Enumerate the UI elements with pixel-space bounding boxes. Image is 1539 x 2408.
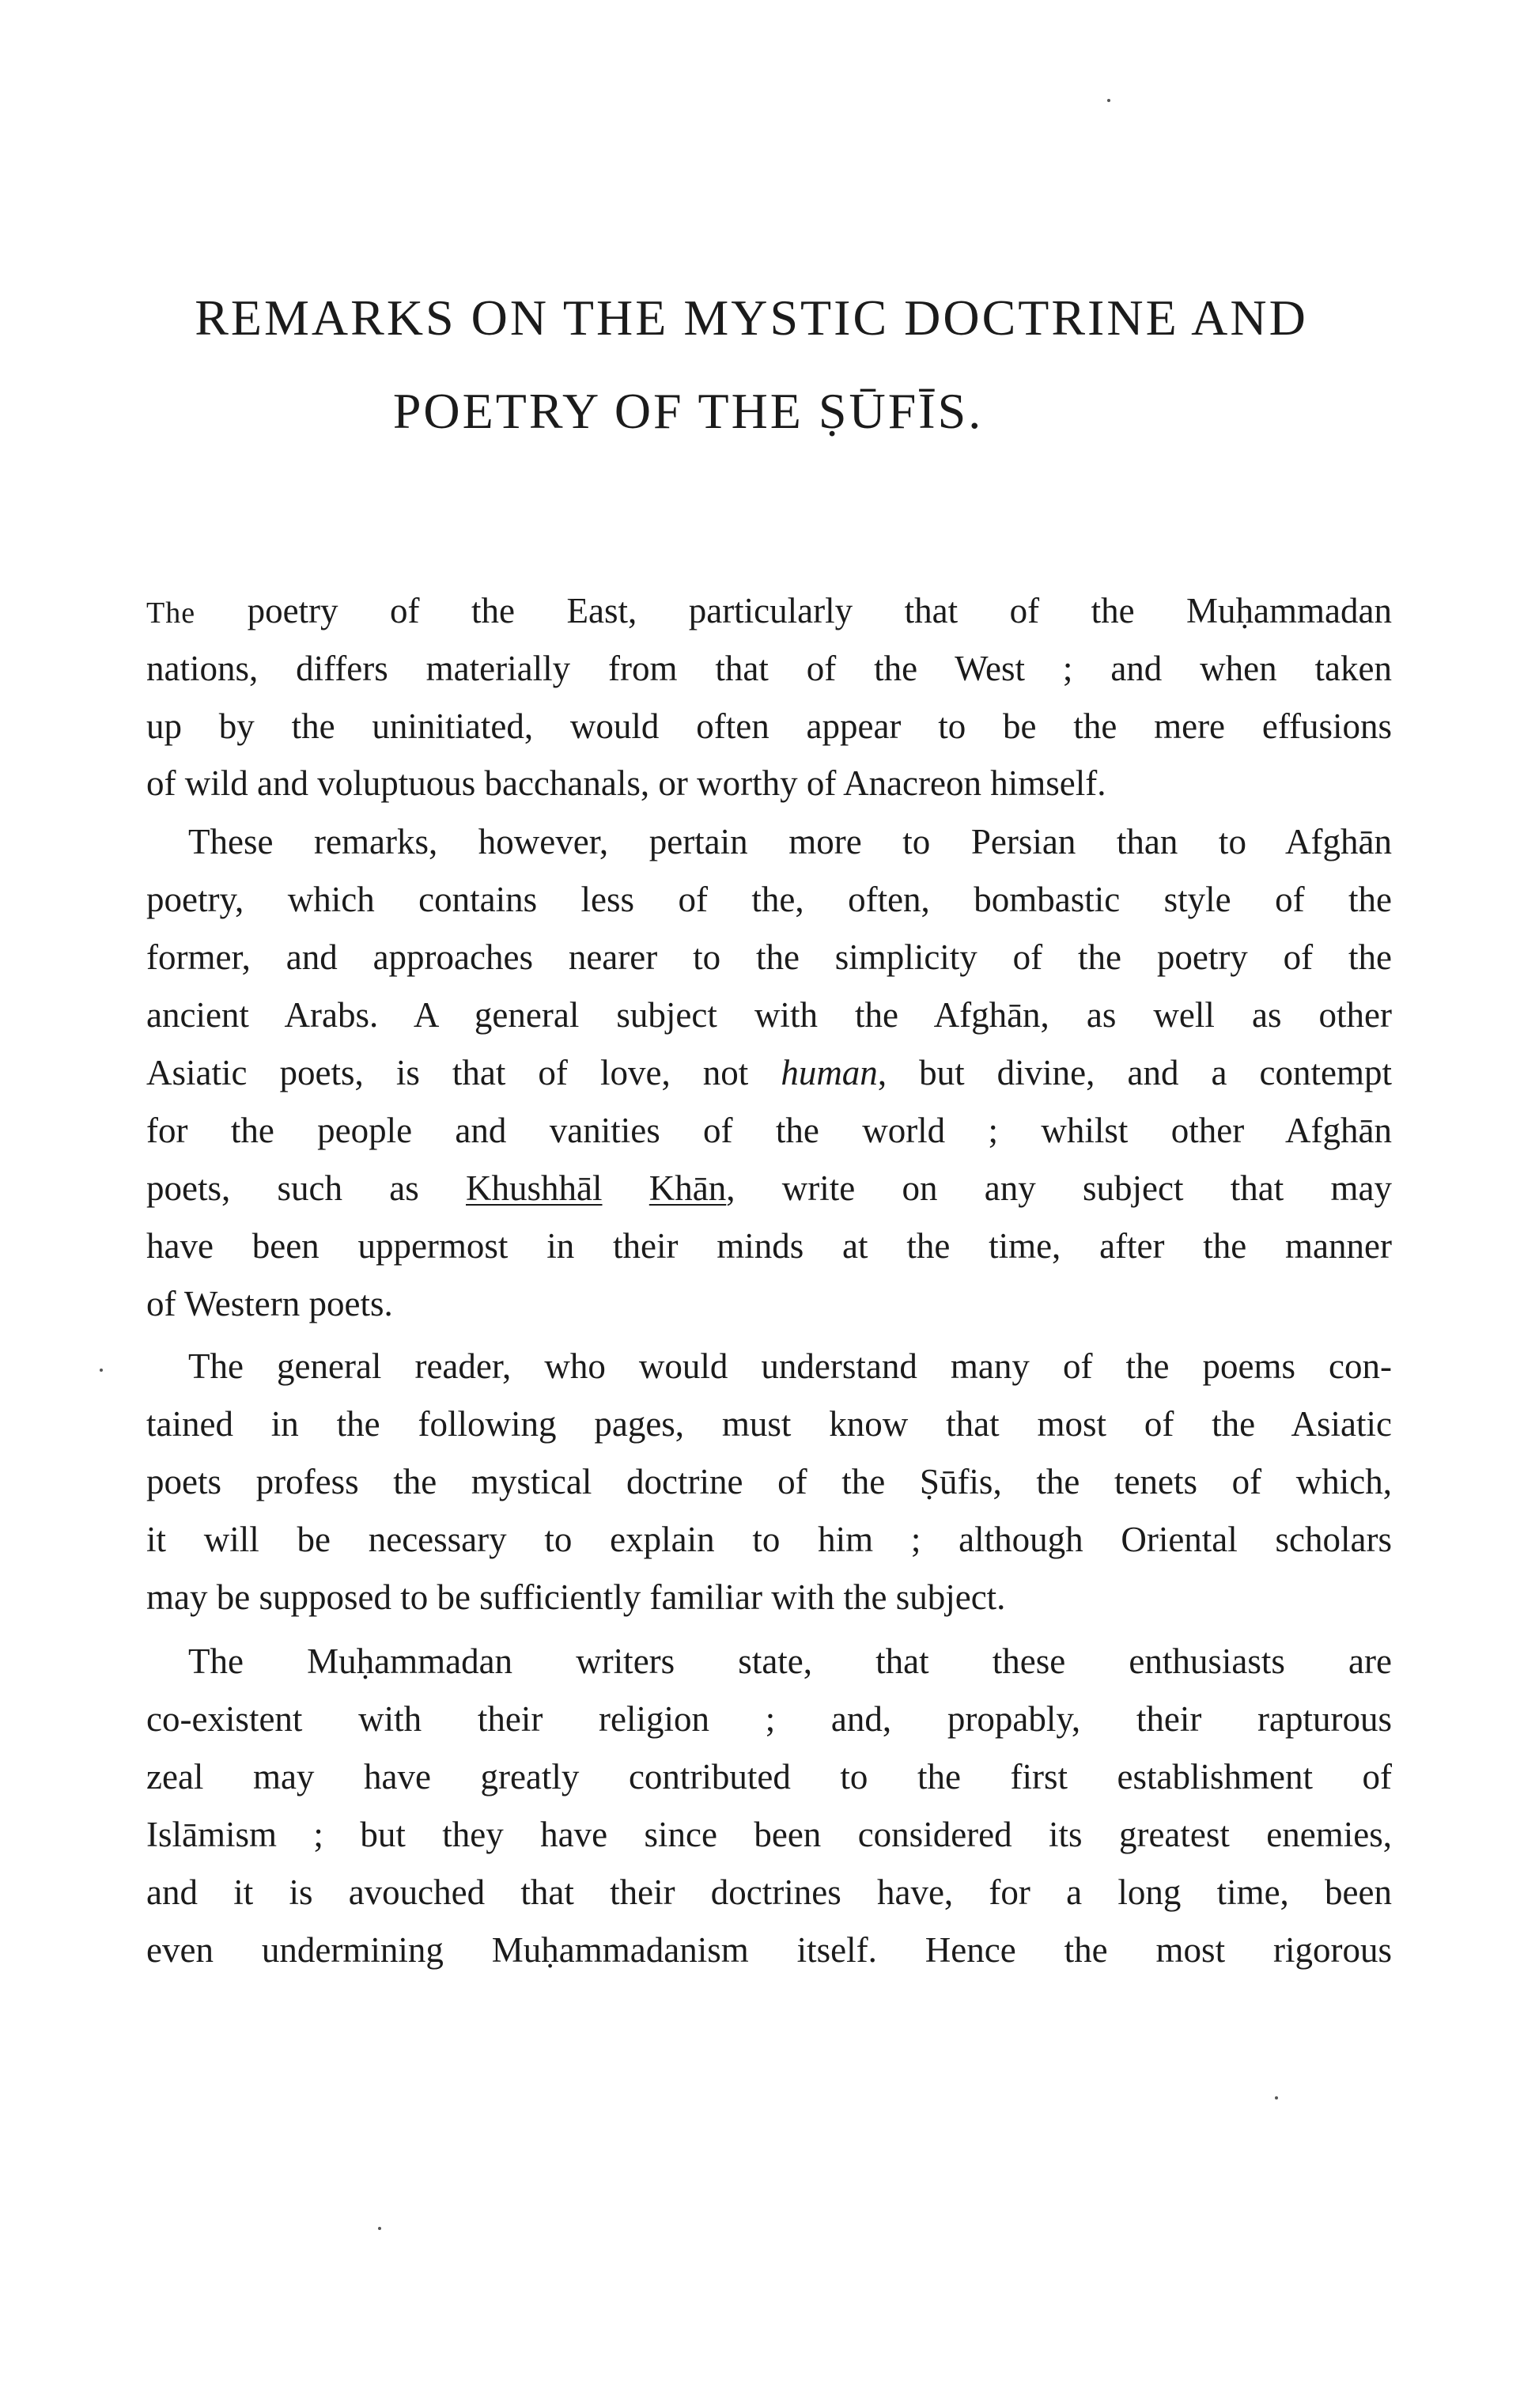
body-line: These remarks, however, pertain more to Persian than to Afghān: [188, 822, 1392, 861]
body-line-text: , write on any subject that may: [726, 1168, 1392, 1208]
underlined-name: Khushhāl: [466, 1168, 603, 1208]
body-line: tained in the following pages, must know that most of the Asiatic: [146, 1404, 1392, 1444]
body-line-text: Asiatic poets, is that of love, not: [146, 1053, 781, 1092]
body-line: of Western poets.: [146, 1284, 393, 1323]
page-title-line-1: REMARKS ON THE MYSTIC DOCTRINE AND: [195, 290, 1308, 346]
body-line: former, and approaches nearer to the simplicity of the poetry of the: [146, 937, 1392, 977]
underlined-name: Khān: [648, 1168, 727, 1208]
body-line-text: , but divine, and a contempt: [877, 1053, 1392, 1092]
body-line-text: poets, such as: [146, 1168, 467, 1208]
body-line: and it is avouched that their doctrines have, for a long time, been: [146, 1872, 1392, 1912]
body-line: poetry, which contains less of the, often, bombastic style of the: [146, 880, 1392, 919]
scan-speck: [100, 1369, 103, 1372]
body-line: have been uppermost in their minds at the time, after the manner: [146, 1226, 1392, 1266]
body-line: may be supposed to be sufficiently familiar with the subject.: [146, 1577, 1006, 1617]
body-line: poets profess the mystical doctrine of the Ṣūfis, the tenets of which,: [146, 1462, 1392, 1501]
body-line: nations, differs materially from that of the West ; and when taken: [146, 649, 1392, 688]
body-line: The general reader, who would understand many of the poems con-: [188, 1346, 1392, 1386]
body-line: [146, 593, 1392, 629]
body-line: of wild and voluptuous bacchanals, or worthy of Anacreon himself.: [146, 763, 1106, 803]
body-line: [146, 1055, 1392, 1091]
body-line: it will be necessary to explain to him ; although Oriental scholars: [146, 1520, 1392, 1559]
body-line: The Muḥammadan writers state, that these enthusiasts are: [188, 1641, 1392, 1681]
body-line: ancient Arabs. A general subject with the Afghān, as well as other: [146, 995, 1392, 1035]
small-caps-lead: The: [146, 596, 196, 630]
body-line: co-existent with their religion ; and, propably, their rapturous: [146, 1699, 1392, 1739]
emphasis-text: human: [781, 1053, 878, 1092]
body-line: Islāmism ; but they have since been considered its greatest enemies,: [146, 1815, 1392, 1854]
body-line: [146, 1168, 1392, 1208]
body-line: zeal may have greatly contributed to the first establishment of: [146, 1757, 1392, 1797]
body-line: for the people and vanities of the world ; whilst other Afghān: [146, 1111, 1392, 1150]
body-line: even undermining Muḥammadanism itself. Hence the most rigorous: [146, 1930, 1392, 1970]
body-line-text: poetry of the East, particularly that of the Muḥammadan: [195, 591, 1392, 630]
scan-speck: [1107, 99, 1110, 102]
body-line: up by the uninitiated, would often appear to be the mere effusions: [146, 706, 1392, 746]
scan-speck: [1275, 2096, 1278, 2099]
scan-speck: [378, 2227, 381, 2230]
page-title-line-2: POETRY OF THE ṢŪFĪS.: [392, 383, 984, 439]
